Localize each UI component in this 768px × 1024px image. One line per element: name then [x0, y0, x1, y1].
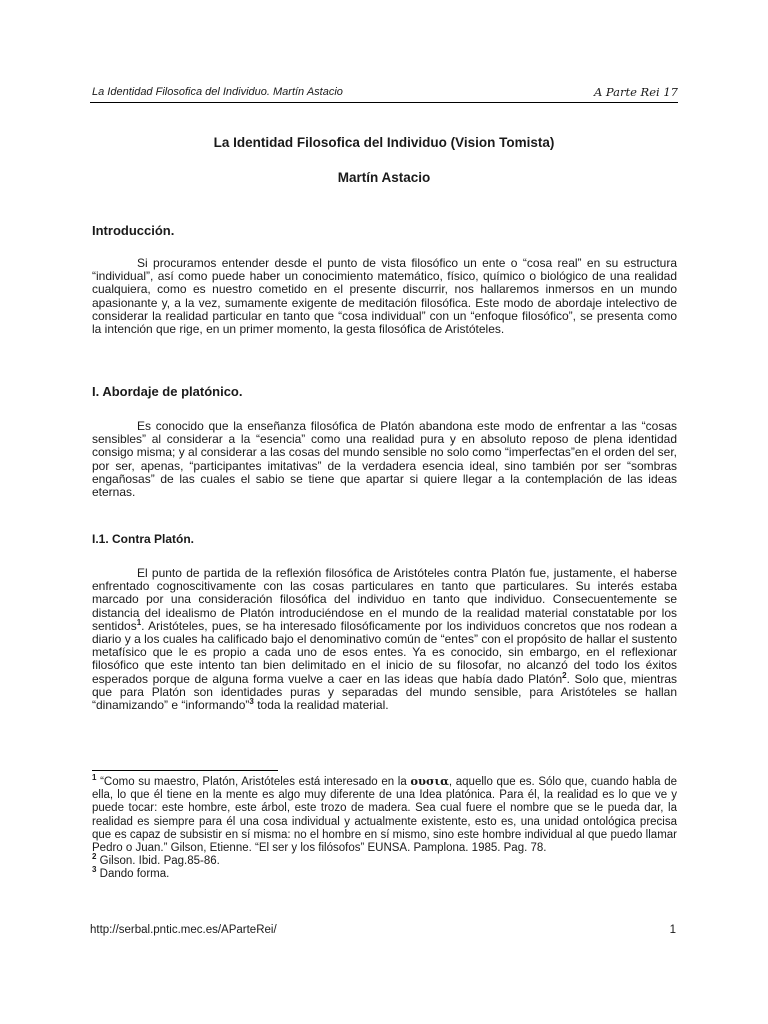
paragraph-introduction: Si procuramos entender desde el punto de vista filosófico un ente o “cosa real” en su estructura “individual”, así como puede haber un conocimiento matemático, físico, químico o biológico de una realidad cualquiera, como es nuestro cometido en el presente discurrir, nos hallaremos inmersos en un mundo apasionante y, a la vez, sumamente exigente de meditación filosófica. Este modo de abordaje intelectivo de considerar la realidad particular en tanto que “cosa individual” con un “enfoque filosófico”, se presenta como la intención que rige, en un primer momento, la gesta filosófica de Aristóteles.: [92, 256, 677, 337]
paragraph-text: toda la realidad material.: [253, 698, 389, 713]
footnote-1: [92, 775, 677, 855]
page-number: 1: [669, 924, 676, 936]
footnotes: [92, 775, 677, 882]
footnote-3: [92, 865, 677, 881]
footnote-ref-1[interactable]: 1: [136, 617, 142, 627]
footnote-text: Gilson. Ibid. Pag.85-86.: [96, 855, 220, 868]
footnote-separator: [92, 770, 278, 771]
running-title: La Identidad Filosofica del Individuo. Martín Astacio: [92, 86, 343, 98]
footnote-2: [92, 852, 677, 868]
footnote-text: “Como su maestro, Platón, Aristóteles está interesado en la: [96, 776, 411, 788]
author-name: Martín Astacio: [337, 170, 431, 185]
journal-mark: A Parte Rei 17: [593, 85, 678, 99]
footnote-number: 3: [92, 865, 97, 875]
paragraph-text: . Solo que, mientras que para Platón son identidades puras y separadas del mundo sensible, para Aristóteles se hallan “dinamizando” e “informando”: [92, 671, 677, 713]
heading-section-1-1: I.1. Contra Platón.: [92, 532, 195, 546]
paragraph-section-1-1: [92, 567, 677, 712]
paragraph-text: El punto de partida de la reflexión filosófica de Aristóteles contra Platón fue, justamente, el haberse enfrentado cognoscitivamente con las cosas particulares en tanto que particulares. Su interés estaba marcado por una consideración filosófica del individuo en tanto que individuo. Consecuentemente se distancia del idealismo de Platón introduciéndose en el mundo de la realidad material constatable por los sentidos: [92, 566, 677, 633]
footnote-text: , aquello que es. Sólo que, cuando habla de ella, lo que él tiene en la mente es algo muy diferente de una Idea platónica. Para él, la realidad es lo que ve y puede tocar: este hombre, este árbol, este trozo de madera. Sea cual fuere el nombre que se le pueda dar, la realidad es siempre para él una cosa individual y actualmente existente, esto es, una unidad ontológica precisa que es capaz de subsistir en sí misma: no el hombre en sí mismo, sino este hombre individual al que puedo llamar Pedro o Juan.” Gilson, Etienne. “El ser y los filósofos” EUNSA. Pamplona. 1985. Pag. 78.: [92, 776, 677, 855]
paragraph-section-1: Es conocido que la enseñanza filosófica de Platón abandona este modo de enfrentar a las “cosas sensibles” al considerar a la “esencia” como una realidad pura y en absoluto reposo de plena identidad consigo misma; y al considerar a las cosas del mundo sensible no solo como “imperfectas”en el orden del ser, por ser, apenas, “participantes imitativas” de la verdadera esencia ideal, sino también por ser “sombras engañosas” de las cuales el sabio se tiene que apartar si quiere llegar a la contemplación de las ideas eternas.: [92, 419, 677, 500]
footnote-number: 2: [92, 852, 97, 862]
footnote-number: 1: [92, 773, 97, 783]
footnote-ref-3[interactable]: 3: [249, 697, 254, 707]
greek-word: ουσια: [410, 774, 449, 788]
heading-introduction: Introducción.: [92, 223, 175, 238]
heading-section-1: I. Abordaje de platónico.: [92, 384, 243, 399]
page-title: La Identidad Filosofica del Individuo (Vision Tomista): [213, 135, 555, 150]
paragraph-text: . Aristóteles, pues, se ha interesado filosóficamente por los individuos concretos que nos rodean a diario y a los cuales ha calificado bajo el denominativo común de “entes” con el propósito de hallar el sustento metafísico que le es propio a cada uno de esos entes. Ya es conocido, sin embargo, en el reflexionar filosófico que este intento tan bien delimitado en el inicio de su filosofar, no alcanzó del todo los éxitos esperados porque de alguna forma vuelve a caer en las ideas que había dado Platón: [92, 618, 677, 686]
footnote-text: Dando forma.: [96, 868, 170, 881]
footer-url-link[interactable]: http://serbal.pntic.mec.es/AParteRei/: [90, 924, 277, 936]
running-header: [90, 86, 678, 103]
footnote-ref-2[interactable]: 2: [562, 670, 567, 680]
